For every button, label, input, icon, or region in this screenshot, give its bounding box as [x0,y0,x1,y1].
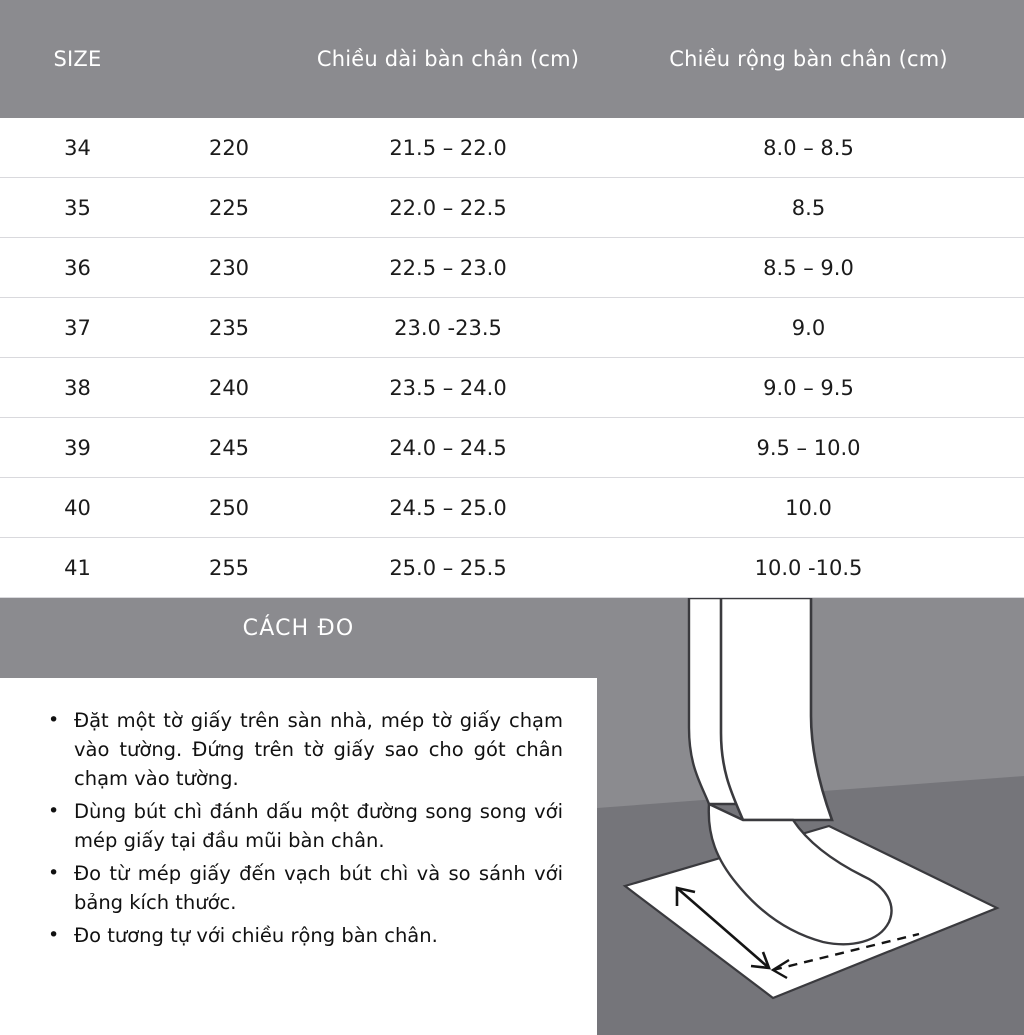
table-row [0,358,1024,418]
table-row [0,478,1024,538]
cell-length: 25.0 – 25.5 [389,555,507,580]
table-row [0,118,1024,178]
cell-width: 8.5 [791,195,826,220]
how-to-measure-card [0,678,597,1035]
table-row [0,178,1024,238]
cell-size: 41 [64,555,91,580]
how-to-measure-section [0,598,1024,1035]
cell-mm: 225 [208,195,250,220]
measure-steps-list [34,706,563,950]
cell-size: 37 [64,315,91,340]
cell-width: 9.0 [791,315,826,340]
cell-size: 36 [64,255,91,280]
cell-size: 34 [64,135,91,160]
list-item: • Đặt một tờ giấy trên sàn nhà, mép tờ giấy chạm vào tường. Đứng trên tờ giấy sao cho gót chân chạm vào tường. [34,706,563,793]
foot-measurement-illustration [597,598,1024,1035]
cell-mm: 245 [208,435,250,460]
cell-mm: 250 [208,495,250,520]
cell-length: 24.0 – 24.5 [389,435,507,460]
column-header-foot-length: Chiều dài bàn chân (cm) [316,47,580,71]
cell-length: 23.5 – 24.0 [389,375,507,400]
foot-measurement-diagram-icon [597,598,1024,1035]
column-header-size: SIZE [53,47,102,71]
cell-width: 9.5 – 10.0 [756,435,861,460]
size-table-body [0,118,1024,598]
cell-mm: 240 [208,375,250,400]
cell-width: 8.5 – 9.0 [763,255,854,280]
table-row [0,298,1024,358]
how-to-measure-title: CÁCH ĐO [242,616,355,641]
list-item: • Đo từ mép giấy đến vạch bút chì và so sánh với bảng kích thước. [34,859,563,917]
cell-mm: 230 [208,255,250,280]
cell-width: 8.0 – 8.5 [763,135,854,160]
cell-width: 10.0 [785,495,832,520]
cell-size: 40 [64,495,91,520]
cell-length: 22.5 – 23.0 [389,255,507,280]
cell-mm: 220 [208,135,250,160]
cell-size: 38 [64,375,91,400]
cell-size: 35 [64,195,91,220]
column-header-foot-width: Chiều rộng bàn chân (cm) [669,47,948,71]
table-row [0,538,1024,598]
cell-length: 24.5 – 25.0 [389,495,507,520]
list-item: • Đo tương tự với chiều rộng bàn chân. [34,921,563,950]
table-row [0,418,1024,478]
cell-size: 39 [64,435,91,460]
cell-length: 21.5 – 22.0 [389,135,507,160]
cell-length: 23.0 -23.5 [394,315,502,340]
table-row [0,238,1024,298]
cell-mm: 235 [208,315,250,340]
cell-mm: 255 [208,555,250,580]
cell-length: 22.0 – 22.5 [389,195,507,220]
table-header-row [0,0,1024,118]
list-item: • Dùng bút chì đánh dấu một đường song song với mép giấy tại đầu mũi bàn chân. [34,797,563,855]
cell-width: 10.0 -10.5 [754,555,863,580]
cell-width: 9.0 – 9.5 [763,375,854,400]
